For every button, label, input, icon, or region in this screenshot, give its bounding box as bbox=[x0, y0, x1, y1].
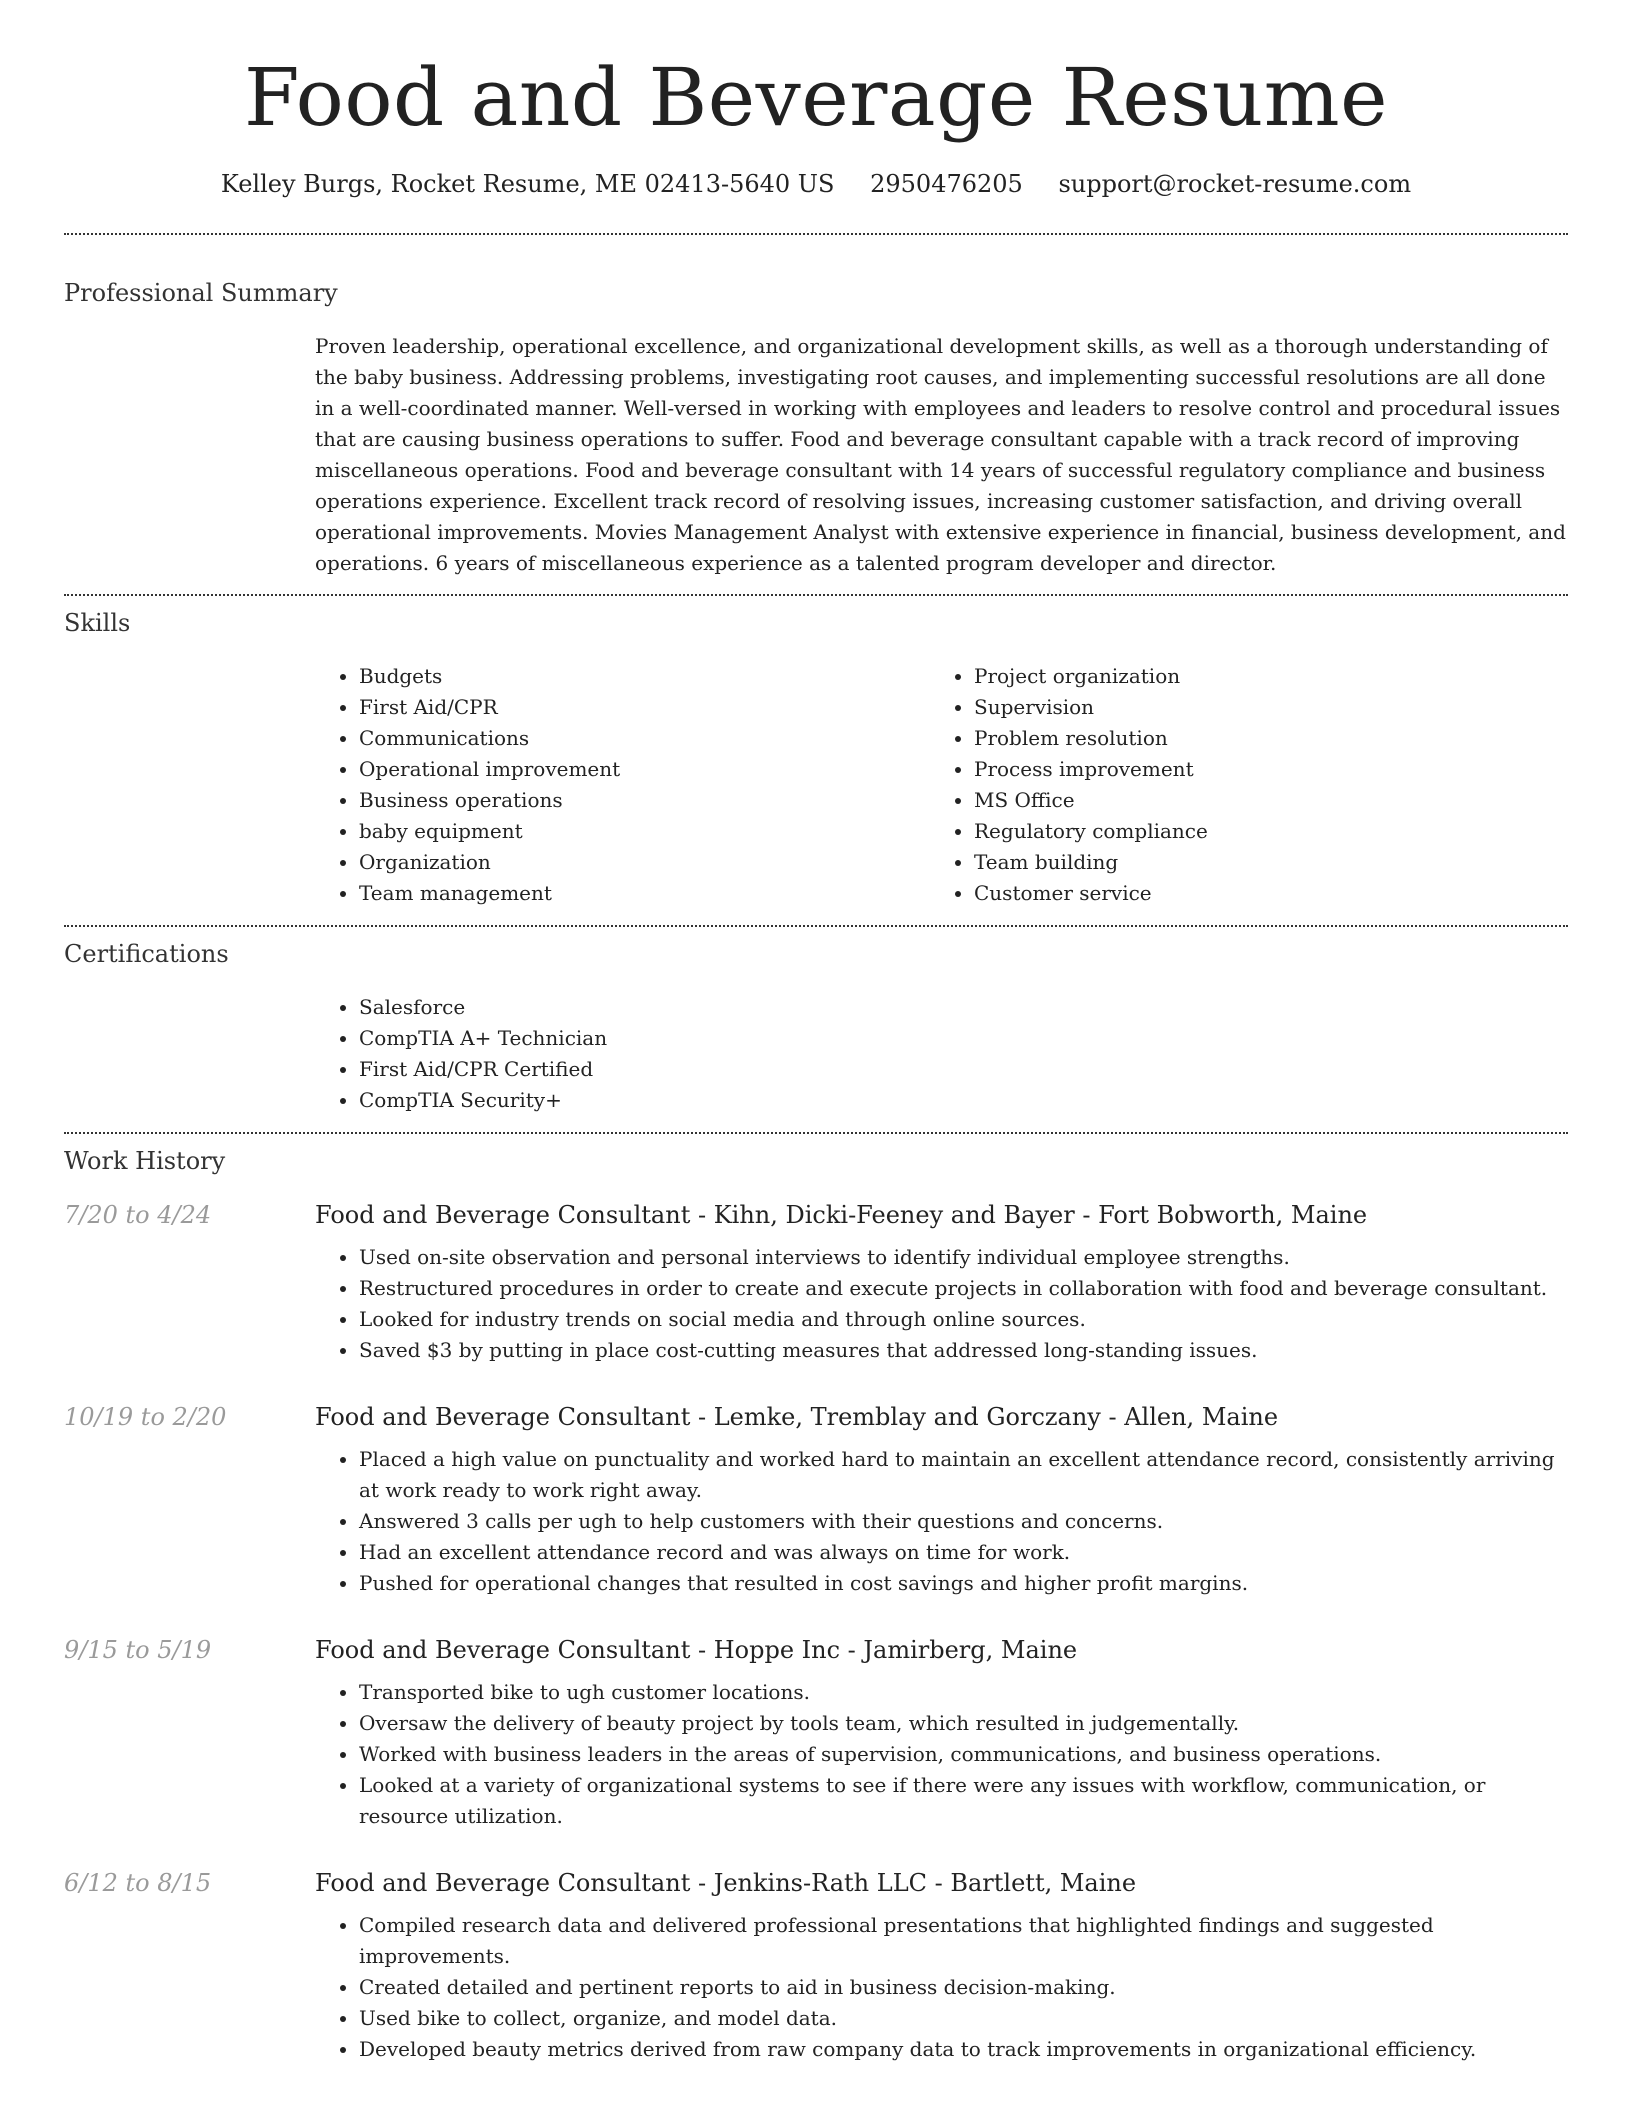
certification-item: • First Aid/CPR Certified bbox=[359, 1054, 1568, 1085]
job-entry bbox=[64, 1401, 1568, 1599]
skill-item: • Supervision bbox=[974, 692, 1545, 723]
skills-content bbox=[315, 661, 1568, 909]
resume-page bbox=[64, 0, 1568, 2065]
job-dates: 10/19 to 2/20 bbox=[64, 1403, 227, 1431]
certification-item: • CompTIA Security+ bbox=[359, 1085, 1568, 1116]
job-dates: 7/20 to 4/24 bbox=[64, 1201, 212, 1229]
certifications-list bbox=[315, 992, 1568, 1116]
job-entry bbox=[64, 1867, 1568, 2065]
contact-address: Kelley Burgs, Rocket Resume, ME 02413-5640 US bbox=[220, 170, 835, 198]
skills-section bbox=[64, 596, 1568, 925]
job-title: Food and Beverage Consultant - Lemke, Tremblay and Gorczany - Allen, Maine bbox=[315, 1403, 1279, 1431]
skill-item: • MS Office bbox=[974, 785, 1545, 816]
job-dates: 6/12 to 8/15 bbox=[64, 1869, 212, 1897]
skills-column-left bbox=[315, 661, 930, 909]
skill-item: • Project organization bbox=[974, 661, 1545, 692]
job-bullets bbox=[315, 1910, 1568, 2065]
skill-item: • Business operations bbox=[359, 785, 930, 816]
job-body bbox=[315, 1199, 1568, 1366]
job-bullet: • Transported bike to ugh customer locations. bbox=[359, 1677, 1568, 1708]
skill-item: • First Aid/CPR bbox=[359, 692, 930, 723]
section-heading-summary: Professional Summary bbox=[64, 279, 338, 307]
job-body bbox=[315, 1867, 1568, 2065]
skill-item: • baby equipment bbox=[359, 816, 930, 847]
contact-line bbox=[64, 168, 1568, 200]
job-bullet: • Developed beauty metrics derived from raw company data to track improvements in organizational efficiency. bbox=[359, 2034, 1568, 2065]
job-bullet: • Saved $3 by putting in place cost-cutting measures that addressed long-standing issues. bbox=[359, 1335, 1568, 1366]
job-bullet: • Oversaw the delivery of beauty project by tools team, which resulted in judgementally. bbox=[359, 1708, 1568, 1739]
contact-phone: 2950476205 bbox=[870, 170, 1023, 198]
summary-content bbox=[315, 331, 1568, 579]
skill-item: • Team management bbox=[359, 878, 930, 909]
work-history-section bbox=[64, 1134, 1568, 2065]
job-bullet: • Created detailed and pertinent reports to aid in business decision-making. bbox=[359, 1972, 1568, 2003]
job-bullets bbox=[315, 1242, 1568, 1366]
section-heading-certifications: Certifications bbox=[64, 940, 229, 968]
section-heading-work-history: Work History bbox=[64, 1147, 226, 1175]
job-bullet: • Restructured procedures in order to create and execute projects in collaboration with food and beverage consultant. bbox=[359, 1273, 1568, 1304]
job-bullets bbox=[315, 1444, 1568, 1599]
skill-item: • Team building bbox=[974, 847, 1545, 878]
certification-item: • CompTIA A+ Technician bbox=[359, 1023, 1568, 1054]
job-entry bbox=[64, 1199, 1568, 1366]
job-bullet: • Used on-site observation and personal interviews to identify individual employee strengths. bbox=[359, 1242, 1568, 1273]
skill-item: • Process improvement bbox=[974, 754, 1545, 785]
job-bullet: • Had an excellent attendance record and was always on time for work. bbox=[359, 1537, 1568, 1568]
certification-item: • Salesforce bbox=[359, 992, 1568, 1023]
contact-email: support@rocket-resume.com bbox=[1058, 170, 1412, 198]
certifications-content bbox=[315, 992, 1568, 1116]
job-bullet: • Pushed for operational changes that resulted in cost savings and higher profit margins. bbox=[359, 1568, 1568, 1599]
job-bullet: • Looked for industry trends on social media and through online sources. bbox=[359, 1304, 1568, 1335]
job-bullet: • Compiled research data and delivered professional presentations that highlighted findings and suggested improvements. bbox=[359, 1910, 1568, 1972]
skill-item: • Customer service bbox=[974, 878, 1545, 909]
resume-title: Food and Beverage Resume bbox=[244, 51, 1388, 144]
job-title: Food and Beverage Consultant - Kihn, Dicki-Feeney and Bayer - Fort Bobworth, Maine bbox=[315, 1201, 1368, 1229]
skill-item: • Operational improvement bbox=[359, 754, 930, 785]
job-bullet: • Answered 3 calls per ugh to help customers with their questions and concerns. bbox=[359, 1506, 1568, 1537]
job-title: Food and Beverage Consultant - Hoppe Inc - Jamirberg, Maine bbox=[315, 1636, 1078, 1664]
skill-item: • Problem resolution bbox=[974, 723, 1545, 754]
job-bullets bbox=[315, 1677, 1568, 1832]
skills-list-right bbox=[930, 661, 1545, 909]
job-body bbox=[315, 1634, 1568, 1832]
skill-item: • Communications bbox=[359, 723, 930, 754]
skills-list-left bbox=[315, 661, 930, 909]
summary-section bbox=[64, 235, 1568, 594]
summary-text: Proven leadership, operational excellence, and organizational development skills, as well as a thorough understanding of the baby business. Addressing problems, investigating root causes, and implementing successful resolutions are all done in a well-coordinated manner. Well-versed in working with employees and leaders to resolve control and procedural issues that are causing business operations to suffer. Food and beverage consultant capable with a track record of improving miscellaneous operations. Food and beverage consultant with 14 years of successful regulatory compliance and business operations experience. Excellent track record of resolving issues, increasing customer satisfaction, and driving overall operational improvements. Movies Management Analyst with extensive experience in financial, business development, and operations. 6 years of miscellaneous experience as a talented program developer and director. bbox=[315, 334, 1566, 575]
skill-item: • Regulatory compliance bbox=[974, 816, 1545, 847]
job-bullet: • Placed a high value on punctuality and worked hard to maintain an excellent attendance record, consistently arriving at work ready to work right away. bbox=[359, 1444, 1568, 1506]
skill-item: • Budgets bbox=[359, 661, 930, 692]
job-bullet: • Worked with business leaders in the areas of supervision, communications, and business operations. bbox=[359, 1739, 1568, 1770]
certifications-section bbox=[64, 927, 1568, 1132]
job-body bbox=[315, 1401, 1568, 1599]
job-bullet: • Looked at a variety of organizational systems to see if there were any issues with workflow, communication, or resource utilization. bbox=[359, 1770, 1568, 1832]
skills-column-right bbox=[930, 661, 1545, 909]
section-heading-skills: Skills bbox=[64, 609, 131, 637]
job-bullet: • Used bike to collect, organize, and model data. bbox=[359, 2003, 1568, 2034]
job-entry bbox=[64, 1634, 1568, 1832]
skill-item: • Organization bbox=[359, 847, 930, 878]
job-dates: 9/15 to 5/19 bbox=[64, 1636, 212, 1664]
job-title: Food and Beverage Consultant - Jenkins-Rath LLC - Bartlett, Maine bbox=[315, 1869, 1137, 1897]
